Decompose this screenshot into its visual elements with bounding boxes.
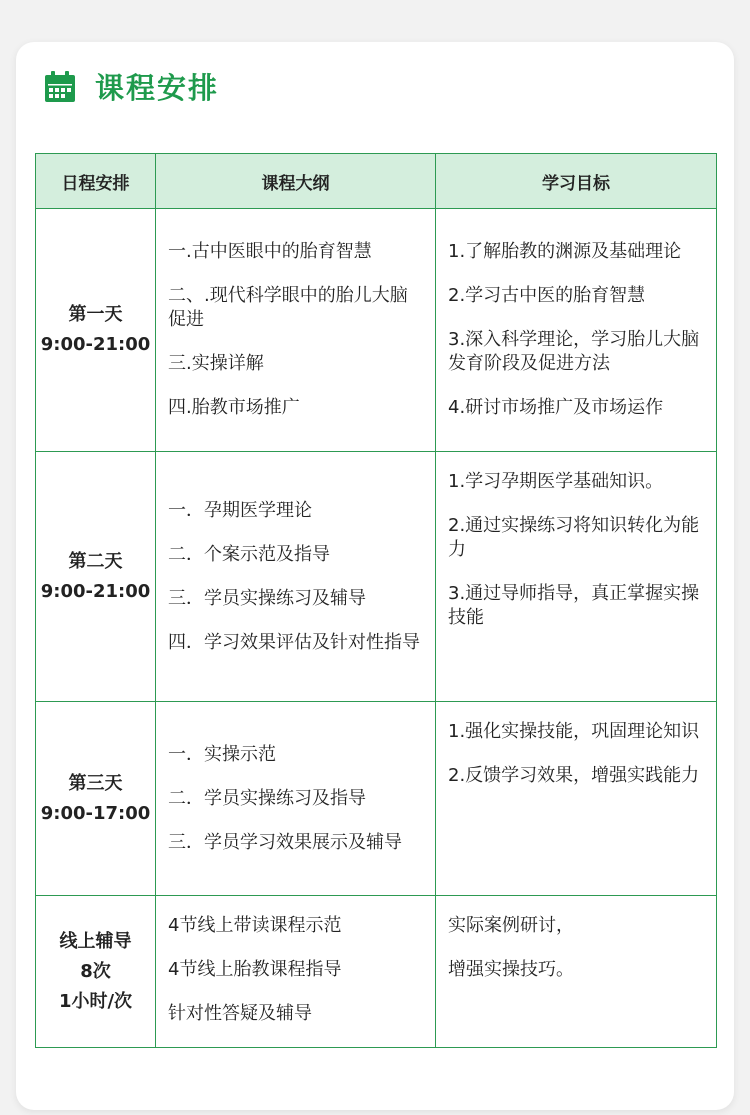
day-label: 第二天	[68, 550, 123, 572]
goal-item: 3.深入科学理论，学习胎儿大脑发育阶段及促进方法	[448, 329, 700, 374]
table-row	[36, 896, 717, 1048]
section-header	[44, 66, 219, 107]
day-label: 第一天	[68, 304, 123, 325]
outline-item: 4节线上带读课程示范	[168, 915, 342, 936]
goal-item: 1.强化实操技能，巩固理论知识	[448, 721, 700, 742]
column-header: 日程安排	[36, 154, 156, 209]
goal-item: 增强实操技巧。	[448, 959, 574, 980]
table-row	[36, 702, 717, 896]
outline-item: 二．学员实操练习及指导	[168, 787, 366, 809]
goal-item: 3.通过导师指导，真正掌握实操技能	[448, 583, 700, 628]
goal-item: 2.学习古中医的胎育智慧	[448, 285, 646, 306]
schedule-cell	[36, 209, 156, 452]
schedule-cell	[36, 702, 156, 896]
goal-item: 实际案例研讨，	[448, 915, 574, 936]
duration-label: 1小时/次	[58, 990, 133, 1012]
goal-item: 4.研讨市场推广及市场运作	[448, 397, 664, 418]
column-header: 课程大纲	[156, 154, 436, 209]
goal-item: 1.了解胎教的渊源及基础理论	[448, 241, 682, 262]
outline-item: 三．学员实操练习及辅导	[168, 587, 366, 609]
outline-item: 针对性答疑及辅导	[168, 1003, 312, 1024]
outline-item: 二、.现代科学眼中的胎儿大脑促进	[168, 285, 408, 330]
outline-cell	[156, 209, 436, 452]
goals-cell	[436, 896, 717, 1048]
day-label: 第三天	[68, 772, 123, 794]
time-label: 9:00-21:00	[40, 334, 151, 355]
outline-item: 四．学习效果评估及针对性指导	[168, 631, 420, 653]
outline-item: 三．学员学习效果展示及辅导	[168, 831, 402, 853]
outline-item: 四.胎教市场推广	[168, 397, 300, 418]
time-label: 9:00-21:00	[40, 580, 151, 602]
outline-item: 三.实操详解	[168, 353, 264, 374]
goal-item: 1.学习孕期医学基础知识。	[448, 471, 664, 492]
time-label: 9:00-17:00	[40, 802, 151, 824]
goal-item: 2.反馈学习效果，增强实践能力	[448, 765, 700, 786]
table-row	[36, 452, 717, 702]
column-header: 学习目标	[436, 154, 717, 209]
outline-item: 一.古中医眼中的胎育智慧	[168, 241, 372, 262]
table-row	[36, 209, 717, 452]
table-header-row	[36, 154, 717, 209]
schedule-cell	[36, 452, 156, 702]
outline-item: 4节线上胎教课程指导	[168, 959, 342, 980]
goal-item: 2.通过实操练习将知识转化为能力	[448, 515, 700, 560]
day-label: 线上辅导	[59, 930, 132, 952]
time-label: 8次	[80, 960, 111, 982]
goals-cell	[436, 702, 717, 896]
section-title: 课程安排	[95, 71, 220, 105]
outline-cell	[156, 896, 436, 1048]
outline-cell	[156, 452, 436, 702]
course-schedule-card	[16, 42, 734, 1110]
calendar-icon	[44, 71, 76, 103]
outline-cell	[156, 702, 436, 896]
outline-item: 一．孕期医学理论	[168, 499, 312, 521]
outline-item: 一．实操示范	[168, 743, 276, 765]
schedule-cell	[36, 896, 156, 1048]
schedule-table	[35, 153, 717, 1048]
outline-item: 二．个案示范及指导	[168, 543, 330, 565]
goals-cell	[436, 209, 717, 452]
goals-cell	[436, 452, 717, 702]
